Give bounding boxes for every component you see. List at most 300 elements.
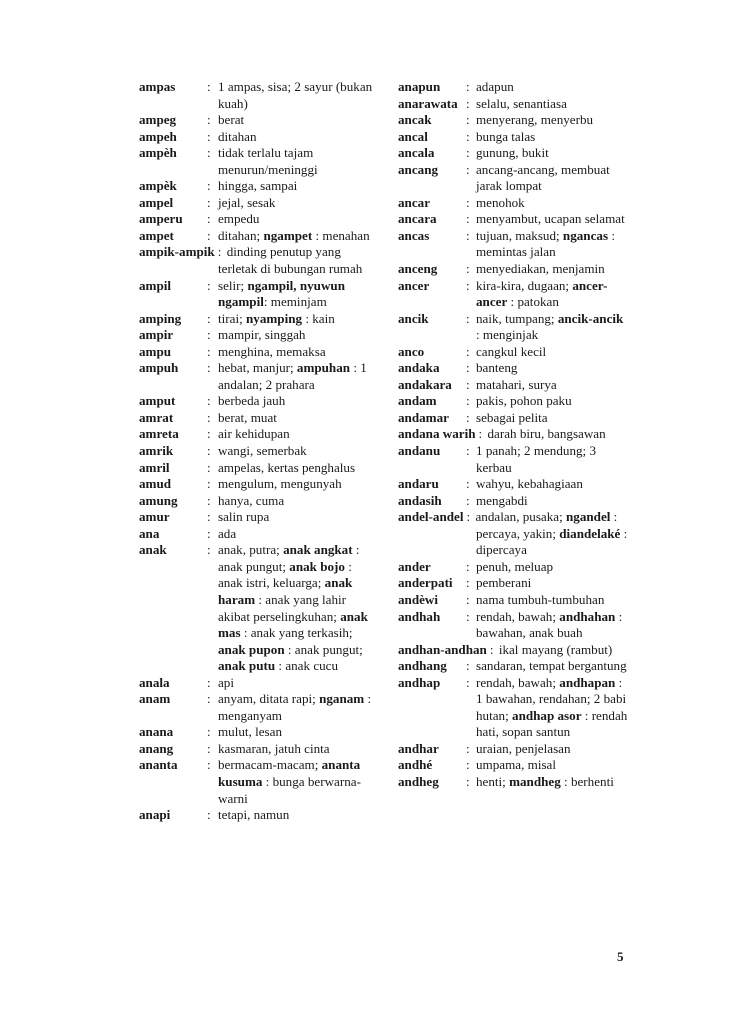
entry-definition bbox=[139, 807, 377, 824]
entry-headword: ancik bbox=[398, 310, 429, 326]
entry-colon: : bbox=[217, 244, 222, 260]
definition-text: nama tumbuh-tumbuhan bbox=[476, 591, 605, 607]
entry-colon: : bbox=[207, 211, 211, 227]
definition-text: banteng bbox=[476, 360, 518, 376]
entry-definition bbox=[398, 112, 628, 129]
entry-headword: ancer bbox=[398, 277, 430, 293]
definition-text: hebat, manjur; bbox=[218, 360, 297, 376]
entry-headword: ampik-ampik bbox=[139, 244, 215, 260]
dictionary-entry bbox=[139, 79, 377, 112]
entry-colon: : bbox=[207, 112, 211, 128]
entry-headword: andana warih bbox=[398, 426, 476, 442]
definition-text: bermacam-macam; bbox=[218, 757, 322, 773]
dictionary-entry bbox=[398, 410, 628, 427]
dictionary-entry bbox=[398, 228, 628, 261]
entry-colon: : bbox=[466, 95, 470, 111]
entry-definition bbox=[398, 344, 628, 361]
entry-headword: ampuh bbox=[139, 360, 179, 376]
entry-colon: : bbox=[207, 492, 211, 508]
definition-text: hingga, sampai bbox=[218, 178, 298, 194]
entry-headword: ancang bbox=[398, 161, 439, 177]
entry-headword: ampir bbox=[139, 327, 174, 343]
entry-definition bbox=[139, 724, 377, 741]
dictionary-entry bbox=[398, 162, 628, 195]
definition-text: menghina, memaksa bbox=[218, 343, 326, 359]
entry-headword: amperu bbox=[139, 211, 183, 227]
entry-headword: andel-andel bbox=[398, 509, 464, 525]
dictionary-entry bbox=[398, 360, 628, 377]
definition-text: : kain bbox=[302, 310, 335, 326]
dictionary-entry bbox=[398, 741, 628, 758]
definition-text: dinding penutup yang terletak di bubungan rumah bbox=[218, 244, 363, 277]
derived-form: nyamping bbox=[246, 310, 303, 326]
definition-text: darah biru, bangsawan bbox=[487, 426, 606, 442]
definition-text: ditahan bbox=[218, 128, 257, 144]
definition-text: : 1 andalan; 2 prahara bbox=[218, 360, 367, 392]
definition-text: andalan, pusaka; bbox=[475, 509, 567, 525]
dictionary-entry bbox=[398, 757, 628, 774]
entry-headword: anapi bbox=[139, 807, 171, 823]
derived-form: andhahan bbox=[559, 608, 616, 624]
definition-text: uraian, penjelasan bbox=[476, 740, 571, 756]
entry-definition bbox=[139, 460, 377, 477]
entry-colon: : bbox=[207, 525, 211, 541]
entry-definition bbox=[139, 278, 377, 311]
definition-text: selir; bbox=[218, 277, 248, 293]
entry-headword: amrik bbox=[139, 443, 174, 459]
definition-text: umpama, misal bbox=[476, 757, 557, 773]
entry-headword: anam bbox=[139, 691, 171, 707]
definition-text: wangi, semerbak bbox=[218, 443, 307, 459]
entry-colon: : bbox=[207, 194, 211, 210]
definition-text: wahyu, kebahagiaan bbox=[476, 476, 583, 492]
entry-headword: andaka bbox=[398, 360, 440, 376]
derived-form: ancer-ancer bbox=[476, 277, 608, 310]
entry-definition bbox=[398, 195, 628, 212]
dictionary-entry bbox=[398, 509, 628, 559]
entry-colon: : bbox=[207, 459, 211, 475]
definition-text: hanya, cuma bbox=[218, 492, 285, 508]
entry-colon: : bbox=[207, 393, 211, 409]
entry-colon: : bbox=[207, 178, 211, 194]
definition-text: ada bbox=[218, 525, 237, 541]
derived-form: anak pupon bbox=[218, 641, 285, 657]
entry-headword: andhah bbox=[398, 608, 441, 624]
entry-colon: : bbox=[207, 310, 211, 326]
definition-text: tirai; bbox=[218, 310, 246, 326]
dictionary-entry bbox=[398, 443, 628, 476]
dictionary-entry bbox=[398, 377, 628, 394]
derived-form: ananta kusuma bbox=[218, 757, 361, 789]
derived-form: ngampil, nyuwun ngampil bbox=[218, 277, 345, 310]
entry-colon: : bbox=[466, 227, 470, 243]
definition-text: rendah, bawah; bbox=[476, 608, 560, 624]
definition-text: gunung, bukit bbox=[476, 145, 549, 161]
entry-headword: amril bbox=[139, 459, 170, 475]
entry-definition bbox=[139, 741, 377, 758]
entry-headword: ampu bbox=[139, 343, 172, 359]
definition-text: anak, putra; bbox=[218, 542, 284, 558]
dictionary-entry bbox=[139, 741, 377, 758]
entry-definition bbox=[398, 278, 628, 311]
entry-colon: : bbox=[466, 310, 470, 326]
definition-text: : menahan bbox=[312, 227, 370, 243]
entry-headword: ananta bbox=[139, 757, 178, 773]
entry-colon: : bbox=[466, 261, 470, 277]
entry-colon: : bbox=[466, 393, 470, 409]
entry-colon: : bbox=[466, 277, 470, 293]
entry-headword: anarawata bbox=[398, 95, 458, 111]
entry-colon: : bbox=[207, 426, 211, 442]
dictionary-entry bbox=[139, 228, 377, 245]
dictionary-entry bbox=[398, 426, 628, 443]
dictionary-entry bbox=[398, 96, 628, 113]
definition-text: penuh, meluap bbox=[476, 558, 554, 574]
dictionary-entry bbox=[398, 393, 628, 410]
definition-text: : anak yang lahir akibat perselingkuhan; bbox=[218, 591, 347, 624]
definition-text: : rendah hati, sopan santun bbox=[476, 707, 628, 740]
dictionary-entry bbox=[139, 410, 377, 427]
dictionary-entry bbox=[139, 195, 377, 212]
entry-colon: : bbox=[466, 343, 470, 359]
definition-text: berat, muat bbox=[218, 409, 277, 425]
entry-colon: : bbox=[466, 773, 470, 789]
entry-headword: andhap bbox=[398, 674, 441, 690]
dictionary-entry bbox=[398, 112, 628, 129]
derived-form: mandheg bbox=[509, 773, 561, 789]
entry-headword: ampeg bbox=[139, 112, 177, 128]
entry-headword: anderpati bbox=[398, 575, 453, 591]
definition-text: mulut, lesan bbox=[218, 724, 283, 740]
dictionary-entry bbox=[139, 278, 377, 311]
entry-headword: anana bbox=[139, 724, 174, 740]
dictionary-entry bbox=[398, 675, 628, 741]
definition-text: cangkul kecil bbox=[476, 343, 547, 359]
dictionary-entry bbox=[139, 311, 377, 328]
definition-text: ancang-ancang, membuat jarak lompat bbox=[476, 161, 610, 194]
dictionary-entry bbox=[398, 344, 628, 361]
entry-definition bbox=[139, 443, 377, 460]
entry-colon: : bbox=[466, 376, 470, 392]
entry-headword: andakara bbox=[398, 376, 452, 392]
definition-text: : anak yang terkasih; bbox=[240, 625, 353, 641]
dictionary-entry bbox=[139, 393, 377, 410]
derived-form: diandelaké bbox=[559, 525, 621, 541]
entry-colon: : bbox=[207, 509, 211, 525]
definition-text: sandaran, tempat bergantung bbox=[476, 658, 627, 674]
entry-definition bbox=[398, 228, 628, 261]
dictionary-entry bbox=[139, 526, 377, 543]
entry-colon: : bbox=[466, 194, 470, 210]
definition-text: empedu bbox=[218, 211, 260, 227]
derived-form: anak haram bbox=[218, 575, 353, 607]
dictionary-entry bbox=[398, 493, 628, 510]
dictionary-entry bbox=[398, 278, 628, 311]
derived-form: anak angkat bbox=[283, 542, 353, 558]
dictionary-entry bbox=[398, 311, 628, 344]
entry-headword: andam bbox=[398, 393, 437, 409]
entry-headword: ampèk bbox=[139, 178, 177, 194]
definition-text: henti; bbox=[476, 773, 510, 789]
definition-text: kasmaran, jatuh cinta bbox=[218, 740, 330, 756]
definition-text: tujuan, maksud; bbox=[476, 227, 563, 243]
entry-headword: andhang bbox=[398, 658, 447, 674]
entry-headword: ancar bbox=[398, 194, 430, 210]
definition-text: : memintas jalan bbox=[476, 227, 615, 260]
entry-colon: : bbox=[466, 443, 470, 459]
definition-text: ikal mayang (rambut) bbox=[498, 641, 613, 657]
definition-text: menyediakan, menjamin bbox=[476, 261, 605, 277]
entry-colon: : bbox=[207, 327, 211, 343]
entry-colon: : bbox=[207, 277, 211, 293]
entry-headword: andasih bbox=[398, 492, 442, 508]
derived-form: ngancas bbox=[562, 227, 609, 243]
definition-text: : menganyam bbox=[218, 691, 372, 723]
dictionary-entry bbox=[139, 443, 377, 460]
entry-colon: : bbox=[207, 443, 211, 459]
entry-colon: : bbox=[207, 740, 211, 756]
dictionary-entry bbox=[139, 145, 377, 178]
entry-definition bbox=[139, 344, 377, 361]
entry-definition bbox=[139, 675, 377, 692]
dictionary-entry bbox=[398, 211, 628, 228]
definition-text: menyambut, ucapan selamat bbox=[476, 211, 625, 227]
entry-definition bbox=[139, 327, 377, 344]
dictionary-entry bbox=[139, 460, 377, 477]
entry-headword: ampil bbox=[139, 277, 172, 293]
entry-colon: : bbox=[207, 343, 211, 359]
definition-text: : anak pungut; bbox=[218, 542, 360, 574]
definition-text: ampelas, kertas penghalus bbox=[218, 459, 356, 475]
entry-headword: amput bbox=[139, 393, 176, 409]
definition-text: menyerang, menyerbu bbox=[476, 112, 594, 128]
definition-text: : menginjak bbox=[476, 327, 539, 343]
entry-headword: ampèh bbox=[139, 145, 177, 161]
dictionary-entry bbox=[139, 542, 377, 674]
dictionary-entry bbox=[139, 509, 377, 526]
dictionary-entry bbox=[139, 675, 377, 692]
entry-colon: : bbox=[466, 575, 470, 591]
dictionary-entry bbox=[139, 691, 377, 724]
entry-headword: ander bbox=[398, 558, 431, 574]
definition-text: : patokan bbox=[507, 294, 559, 310]
entry-headword: andhar bbox=[398, 740, 439, 756]
dictionary-entry bbox=[398, 658, 628, 675]
definition-text: selalu, senantiasa bbox=[476, 95, 567, 111]
definition-text: pakis, pohon paku bbox=[476, 393, 572, 409]
entry-headword: anco bbox=[398, 343, 425, 359]
entry-definition bbox=[139, 542, 377, 674]
dictionary-entry bbox=[398, 592, 628, 609]
definition-text: : dipercaya bbox=[476, 525, 628, 558]
definition-text: sebagai pelita bbox=[476, 409, 548, 425]
entry-headword: amur bbox=[139, 509, 170, 525]
entry-headword: amrat bbox=[139, 409, 174, 425]
entry-definition bbox=[139, 476, 377, 493]
entry-colon: : bbox=[207, 807, 211, 823]
definition-text: mampir, singgah bbox=[218, 327, 306, 343]
entry-colon: : bbox=[207, 227, 211, 243]
definition-text: : bunga berwarna-warni bbox=[218, 773, 361, 806]
entry-colon: : bbox=[466, 757, 470, 773]
entry-colon: : bbox=[466, 360, 470, 376]
right-column bbox=[398, 79, 628, 791]
entry-colon: : bbox=[466, 608, 470, 624]
entry-colon: : bbox=[466, 112, 470, 128]
entry-headword: andanu bbox=[398, 443, 441, 459]
definition-text: berbeda jauh bbox=[218, 393, 286, 409]
dictionary-entry bbox=[139, 426, 377, 443]
entry-colon: : bbox=[466, 128, 470, 144]
definition-text: mengulum, mengunyah bbox=[218, 476, 342, 492]
entry-definition bbox=[139, 509, 377, 526]
entry-headword: andaru bbox=[398, 476, 439, 492]
entry-headword: ampet bbox=[139, 227, 174, 243]
entry-headword: ancara bbox=[398, 211, 437, 227]
entry-colon: : bbox=[466, 674, 470, 690]
entry-headword: anceng bbox=[398, 261, 438, 277]
entry-colon: : bbox=[466, 740, 470, 756]
entry-headword: ampel bbox=[139, 194, 174, 210]
derived-form: andhap asor bbox=[512, 707, 582, 723]
definition-text: pemberani bbox=[476, 575, 532, 591]
derived-form: ancik-ancik bbox=[557, 310, 624, 326]
definition-text: air kehidupan bbox=[218, 426, 290, 442]
entry-colon: : bbox=[207, 79, 211, 94]
definition-text: : anak istri, keluarga; bbox=[218, 558, 352, 591]
definition-text: berat bbox=[218, 112, 245, 128]
entry-colon: : bbox=[207, 128, 211, 144]
definition-text: jejal, sesak bbox=[218, 194, 276, 210]
entry-colon: : bbox=[466, 658, 470, 674]
definition-text: menohok bbox=[476, 194, 525, 210]
entry-headword: anak bbox=[139, 542, 167, 558]
derived-form: anak bojo bbox=[289, 558, 345, 574]
dictionary-entry bbox=[139, 360, 377, 393]
definition-text: bunga talas bbox=[476, 128, 536, 144]
dictionary-entry bbox=[139, 244, 377, 277]
entry-colon: : bbox=[207, 409, 211, 425]
entry-headword: amping bbox=[139, 310, 182, 326]
definition-text: tetapi, namun bbox=[218, 807, 290, 823]
entry-headword: ancas bbox=[398, 227, 430, 243]
entry-colon: : bbox=[466, 79, 470, 94]
dictionary-entry bbox=[398, 774, 628, 791]
entry-colon: : bbox=[207, 542, 211, 558]
definition-text: : anak pungut; bbox=[284, 641, 363, 657]
dictionary-entry bbox=[139, 211, 377, 228]
entry-colon: : bbox=[489, 641, 494, 657]
entry-headword: ampeh bbox=[139, 128, 177, 144]
entry-definition bbox=[398, 311, 628, 344]
entry-headword: amreta bbox=[139, 426, 179, 442]
entry-colon: : bbox=[207, 724, 211, 740]
dictionary-entry bbox=[139, 724, 377, 741]
dictionary-entry bbox=[398, 261, 628, 278]
dictionary-entry bbox=[398, 79, 628, 96]
definition-text: api bbox=[218, 674, 234, 690]
dictionary-entry bbox=[139, 476, 377, 493]
definition-text: kira-kira, dugaan; bbox=[476, 277, 573, 293]
entry-definition bbox=[139, 195, 377, 212]
entry-colon: : bbox=[466, 476, 470, 492]
definition-text: salin rupa bbox=[218, 509, 270, 525]
entry-colon: : bbox=[466, 492, 470, 508]
dictionary-entry bbox=[398, 195, 628, 212]
entry-headword: andhan-andhan bbox=[398, 641, 487, 657]
entry-definition bbox=[139, 691, 377, 724]
entry-colon: : bbox=[466, 145, 470, 161]
definition-text: mengabdi bbox=[476, 492, 528, 508]
derived-form: ngandel bbox=[566, 509, 611, 525]
definition-text: : meminjam bbox=[263, 294, 327, 310]
entry-definition bbox=[398, 559, 628, 576]
dictionary-entry bbox=[139, 129, 377, 146]
entry-colon: : bbox=[466, 509, 471, 525]
entry-colon: : bbox=[207, 145, 211, 161]
derived-form: anak mas bbox=[218, 608, 368, 641]
entry-headword: andheg bbox=[398, 773, 439, 789]
entry-definition bbox=[139, 410, 377, 427]
entry-colon: : bbox=[207, 691, 211, 707]
dictionary-entry bbox=[139, 178, 377, 195]
dictionary-entry bbox=[398, 145, 628, 162]
definition-text: : percaya, yakin; bbox=[476, 509, 618, 541]
dictionary-entry bbox=[398, 476, 628, 493]
entry-headword: amung bbox=[139, 492, 178, 508]
definition-text: : berhenti bbox=[560, 773, 614, 789]
entry-colon: : bbox=[466, 161, 470, 177]
entry-headword: andèwi bbox=[398, 591, 439, 607]
entry-definition bbox=[398, 129, 628, 146]
dictionary-entry bbox=[398, 642, 628, 659]
entry-headword: amud bbox=[139, 476, 172, 492]
entry-headword: andamar bbox=[398, 409, 449, 425]
entry-colon: : bbox=[207, 360, 211, 376]
definition-text: 1 panah; 2 mendung; 3 kerbau bbox=[476, 443, 597, 475]
dictionary-entry bbox=[139, 493, 377, 510]
entry-colon: : bbox=[466, 558, 470, 574]
derived-form: ampuhan bbox=[296, 360, 351, 376]
entry-colon: : bbox=[466, 591, 470, 607]
dictionary-entry bbox=[139, 112, 377, 129]
entry-definition bbox=[398, 757, 628, 774]
entry-headword: anang bbox=[139, 740, 174, 756]
entry-headword: anala bbox=[139, 674, 170, 690]
dictionary-entry bbox=[398, 559, 628, 576]
entry-colon: : bbox=[466, 211, 470, 227]
definition-text: : anak cucu bbox=[275, 658, 339, 674]
dictionary-entry bbox=[398, 129, 628, 146]
entry-headword: ancal bbox=[398, 128, 428, 144]
entry-headword: andhé bbox=[398, 757, 433, 773]
definition-text: 1 ampas, sisa; 2 sayur (bukan kuah) bbox=[218, 79, 373, 111]
entry-headword: ampas bbox=[139, 79, 176, 94]
derived-form: ngampet bbox=[263, 227, 313, 243]
entry-colon: : bbox=[466, 409, 470, 425]
definition-text: : 1 bawahan, rendahan; 2 babi hutan; bbox=[476, 674, 627, 723]
dictionary-entry bbox=[139, 344, 377, 361]
dictionary-entry bbox=[398, 575, 628, 592]
entry-colon: : bbox=[478, 426, 483, 442]
entry-headword: ancala bbox=[398, 145, 435, 161]
entry-headword: anapun bbox=[398, 79, 441, 94]
definition-text: matahari, surya bbox=[476, 376, 557, 392]
left-column bbox=[139, 79, 377, 824]
entry-colon: : bbox=[207, 674, 211, 690]
entry-definition bbox=[139, 526, 377, 543]
dictionary-entry bbox=[139, 807, 377, 824]
